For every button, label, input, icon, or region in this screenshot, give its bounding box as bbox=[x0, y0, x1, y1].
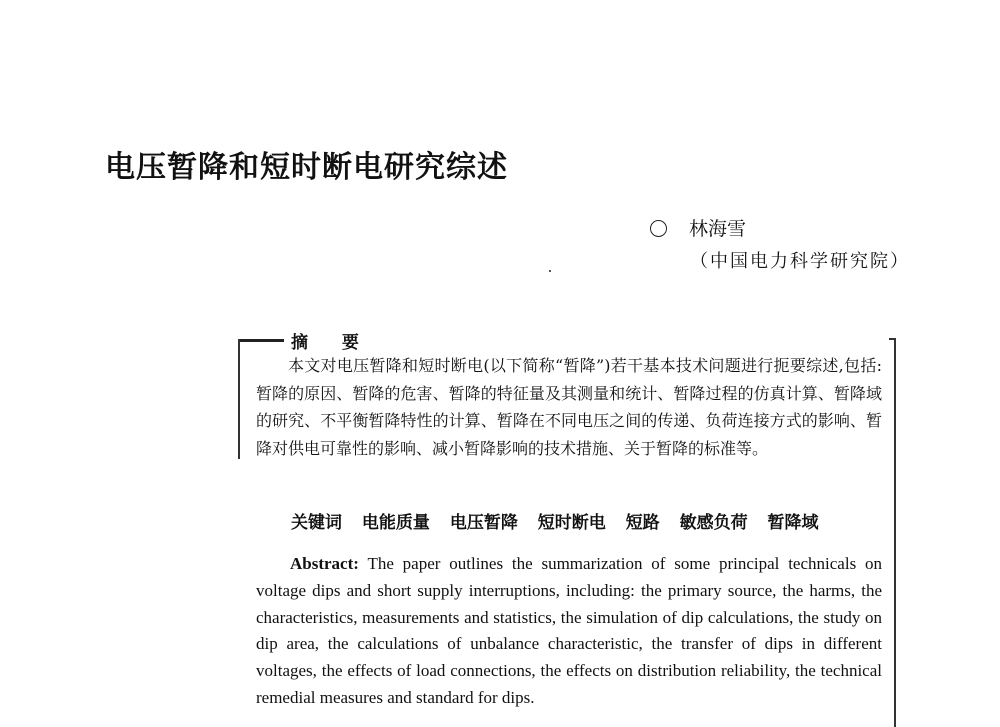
abstract-box-right-rule bbox=[894, 338, 896, 727]
abstract-heading: 摘 要 bbox=[291, 333, 373, 353]
keywords-label: 关键词 bbox=[291, 513, 342, 533]
keyword-item: 电能质量 bbox=[361, 513, 430, 533]
abstract-en-label: Abstract: bbox=[290, 554, 359, 573]
affiliation: （中国电力科学研究院） bbox=[690, 251, 910, 272]
keywords-line bbox=[291, 508, 833, 533]
stray-dot bbox=[549, 270, 551, 272]
author-name: 林海雪 bbox=[689, 218, 747, 240]
abstract-en-text: The paper outlines the summarization of some principal technicals on voltage dips and short supply interruptions, including: the primary source, the harms, the characteristics, measurements and statistics, the simulation of dip calculations, the study on dip area, the calculations of unbalance characteristic, the transfer of dips in different voltages, the effects of load connections, the effects on distribution reliability, the technical remedial measures and standard for dips. bbox=[256, 554, 882, 707]
keyword-item: 短时断电 bbox=[537, 513, 606, 533]
abstract-box-left-rule bbox=[238, 339, 240, 459]
keyword-item: 短路 bbox=[625, 513, 660, 533]
abstract-en bbox=[256, 551, 882, 712]
abstract-box-top-rule bbox=[238, 339, 284, 342]
keyword-item: 暂降域 bbox=[767, 513, 819, 533]
keyword-item: 敏感负荷 bbox=[679, 513, 748, 533]
author-circle-icon bbox=[650, 220, 667, 237]
keyword-item: 电压暂降 bbox=[449, 513, 518, 533]
abstract-cn-text: 本文对电压暂降和短时断电(以下简称“暂降”)若干基本技术问题进行扼要综述,包括:暂降的原因、暂降的危害、暂降的特征量及其测量和统计、暂降过程的仿真计算、暂降域的研究、不平衡暂降特性的计算、暂降在不同电压之间的传递、负荷连接方式的影响、暂降对供电可靠性的影响、减小暂降影响的技术措施、关于暂降的标准等。 bbox=[256, 356, 882, 458]
author-line bbox=[650, 214, 746, 241]
paper-title: 电压暂降和短时断电研究综述 bbox=[105, 150, 508, 185]
